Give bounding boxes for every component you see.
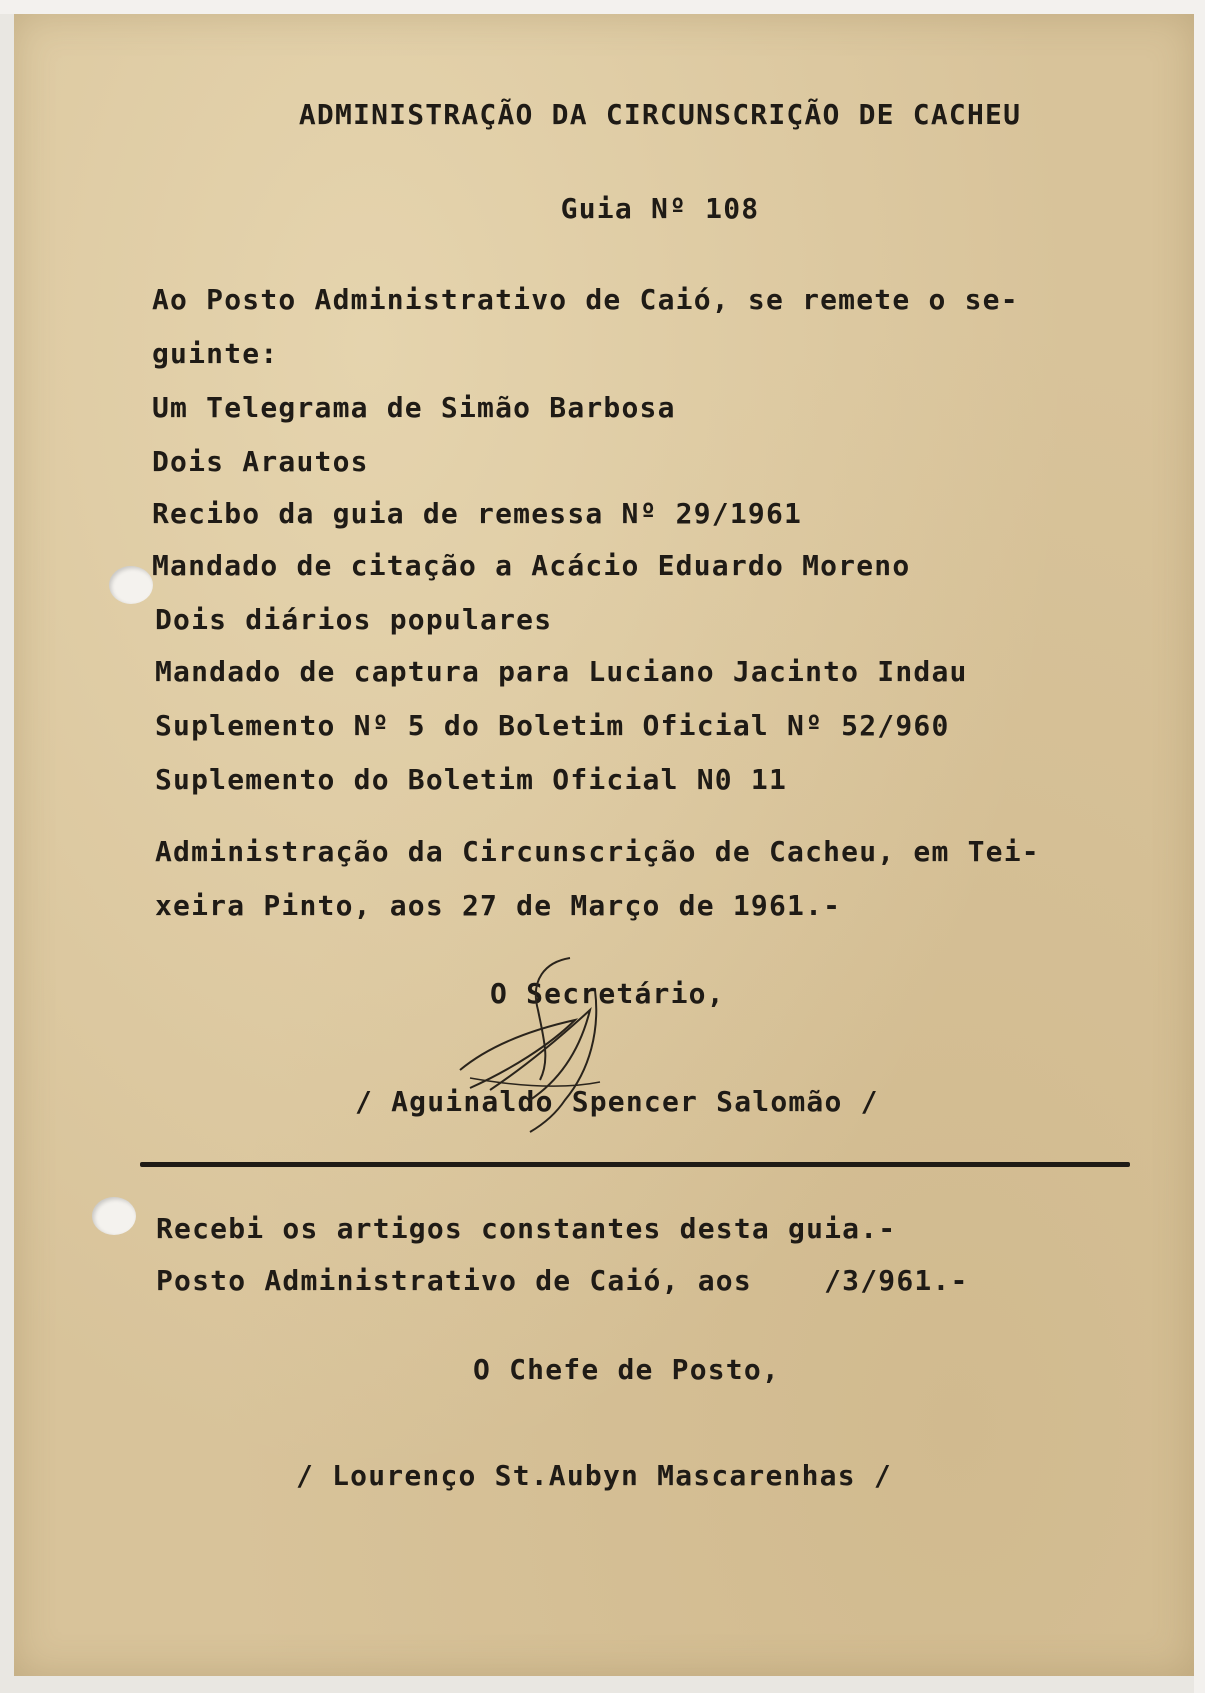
intro-line-2: guinte: [152, 337, 279, 370]
document-title: ADMINISTRAÇÃO DA CIRCUNSCRIÇÃO DE CACHEU [298, 98, 1022, 131]
guia-number: Guia Nº 108 [560, 192, 760, 225]
punch-hole-top [109, 566, 153, 604]
closing-line-1: Administração da Circunscrição de Cacheu, em Tei- [155, 835, 1040, 868]
list-item: Mandado de captura para Luciano Jacinto Indau [155, 655, 968, 688]
punch-hole-bottom [92, 1197, 136, 1235]
receipt-line-2: Posto Administrativo de Caió, aos /3/961.- [156, 1264, 969, 1297]
post-chief-role: O Chefe de Posto, [473, 1353, 780, 1386]
receipt-line-1: Recebi os artigos constantes desta guia.- [156, 1212, 897, 1245]
list-item: Mandado de citação a Acácio Eduardo Moreno [152, 549, 911, 582]
list-item: Recibo da guia de remessa Nº 29/1961 [152, 497, 803, 530]
list-item: Um Telegrama de Simão Barbosa [152, 391, 676, 424]
post-chief-name: / Lourenço St.Aubyn Mascarenhas / [296, 1459, 892, 1492]
scan-background-right [1194, 0, 1205, 1693]
section-divider [140, 1162, 1130, 1167]
list-item: Suplemento do Boletim Oficial N0 11 [155, 763, 788, 796]
secretary-role: O Secretário, [490, 977, 725, 1010]
list-item: Dois Arautos [152, 445, 369, 478]
list-item: Suplemento Nº 5 do Boletim Oficial Nº 52/960 [155, 709, 950, 742]
handwritten-signature [450, 950, 660, 1140]
closing-line-2: xeira Pinto, aos 27 de Março de 1961.- [155, 889, 842, 922]
list-item: Dois diários populares [155, 603, 553, 636]
scan-background-top [0, 0, 1205, 14]
intro-line-1: Ao Posto Administrativo de Caió, se remete o se- [152, 283, 1019, 316]
secretary-name: / Aguinaldo Spencer Salomão / [355, 1085, 879, 1118]
